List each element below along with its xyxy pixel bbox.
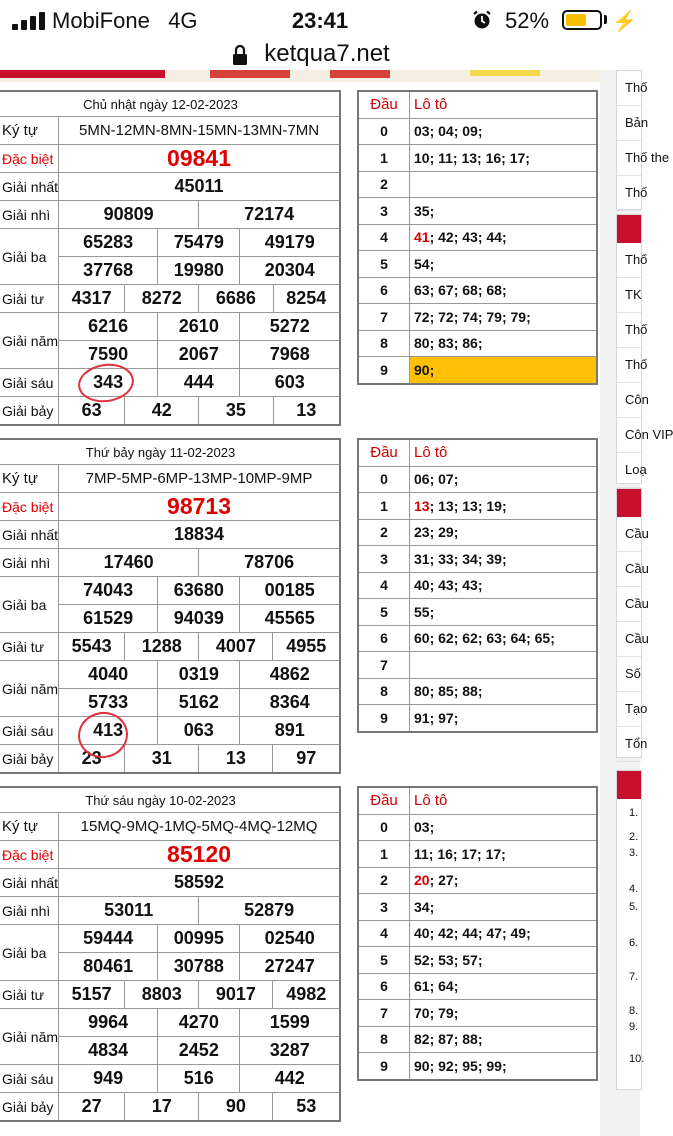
first-prize: 45011 — [59, 173, 340, 201]
hot-number: 13 — [414, 497, 430, 514]
special-prize: 09841 — [59, 145, 340, 173]
special-prize: 98713 — [59, 493, 340, 521]
result-table-2: Thứ bảy ngày 11-02-2023 Ký tự 7MP-5MP-6MP-13MP-10MP-9MP Đặc biệt 98713 Giải nhất 18834 Giải nhì 17460 78706 Giải ba 74043 63680 00185 61529 94039 45565 Giải tư 5543 1288 4007 4955 Giải năm 4040 0319 4862 5733 5162 8364 Giải sáu 413 063 891 Giải bảy 23 31 13 97 — [0, 438, 341, 774]
alarm-icon — [472, 10, 492, 30]
sidebar-link[interactable]: Số — [617, 657, 641, 692]
symbols-value: 7MP-5MP-6MP-13MP-10MP-9MP — [59, 465, 340, 493]
sidebar-link[interactable]: Cầu — [617, 517, 641, 552]
sidebar-link[interactable]: Thố — [617, 71, 641, 106]
sidebar-link[interactable]: Tổn — [617, 727, 641, 762]
sidebar-box-2 — [616, 214, 673, 484]
network-type: 4G — [168, 8, 198, 33]
sidebar-link[interactable]: Loạ — [617, 453, 641, 488]
banner-strip — [0, 70, 600, 82]
symbols-value: 15MQ-9MQ-1MQ-5MQ-4MQ-12MQ — [59, 813, 340, 841]
loto-table-3: Đầu Lô tô 0 03; 1 11; 16; 17; 17; 2 20; 27; 3 34; 4 40; 42; 44; 47; 49; 5 52; 53; 57; 6 61; 64; 7 70; 79; 8 82; 87; 88; 9 90; 92; 95; 99; — [357, 786, 598, 1081]
sidebar-link[interactable]: Bản — [617, 106, 641, 141]
sidebar-link[interactable]: Côn VIP — [617, 418, 641, 453]
sidebar-link[interactable]: Thố — [617, 313, 641, 348]
sidebar-link[interactable]: Thố the — [617, 141, 641, 176]
sidebar-link[interactable]: Tạo — [617, 692, 641, 727]
sidebar-link[interactable]: Côn — [617, 383, 641, 418]
plus-circle-icon — [617, 489, 641, 517]
battery-icon — [562, 10, 602, 30]
first-prize: 18834 — [59, 521, 340, 549]
chart-icon — [617, 215, 641, 243]
first-prize: 58592 — [59, 869, 340, 897]
clock: 23:41 — [291, 8, 349, 33]
sidebar-link[interactable]: TK — [617, 278, 641, 313]
draw-date: Thứ sáu ngày 10-02-2023 — [0, 787, 340, 813]
status-bar — [0, 0, 640, 42]
url-bar[interactable]: ketqua7.net — [264, 40, 390, 67]
loto-table-1: Đầu Lô tô 0 03; 04; 09; 1 10; 11; 13; 16; 17; 2 3 35; 4 41; 42; 43; 44; 5 54; 6 63; 67; 68; 68; 7 72; 72; 74; 79; 79; 8 80; 83; 86; 9 90; — [357, 90, 598, 385]
hot-number: 41 — [414, 229, 430, 246]
sidebar-box-1 — [616, 70, 670, 210]
hot-number: 20 — [414, 872, 430, 889]
draw-date: Chủ nhật ngày 12-02-2023 — [0, 91, 340, 117]
symbols-value: 5MN-12MN-8MN-15MN-13MN-7MN — [59, 117, 340, 145]
sidebar-link[interactable]: Cầu — [617, 587, 641, 622]
sidebar-link[interactable]: Cầu — [617, 622, 641, 657]
battery-percent: 52% — [505, 8, 550, 33]
sidebar-link[interactable]: Thố — [617, 348, 641, 383]
result-table-3: Thứ sáu ngày 10-02-2023 Ký tự 15MQ-9MQ-1MQ-5MQ-4MQ-12MQ Đặc biệt 85120 Giải nhất 58592 Giải nhì 53011 52879 Giải ba 59444 00995 02540 80461 30788 27247 Giải tư 5157 8803 9017 4982 Giải năm 9964 4270 1599 4834 2452 3287 Giải sáu 949 516 442 Giải bảy 27 17 90 53 — [0, 786, 341, 1122]
sidebar-link[interactable]: Thố — [617, 176, 641, 211]
sidebar-link[interactable]: Cầu — [617, 552, 641, 587]
loto-table-2: Đầu Lô tô 0 06; 07; 1 13; 13; 13; 19; 2 23; 29; 3 31; 33; 34; 39; 4 40; 43; 43; 5 55; 6 60; 62; 62; 63; 64; 65; 7 8 80; 85; 88; 9 91; 97; — [357, 438, 598, 733]
charging-icon: ⚡ — [612, 11, 637, 33]
sidebar-box-4: 1. 2. 3. 4. 5. 6. 7. 8. 9. 10. — [616, 770, 642, 1090]
draw-date: Thứ bảy ngày 11-02-2023 — [0, 439, 340, 465]
users-icon — [617, 771, 641, 799]
carrier-name: MobiFone 4G — [52, 8, 198, 33]
result-table-1: Chủ nhật ngày 12-02-2023 Ký tự 5MN-12MN-8MN-15MN-13MN-7MN Đặc biệt 09841 Giải nhất 45011 Giải nhì 90809 72174 Giải ba 65283 75479 49179 37768 19980 20304 Giải tư 4317 8272 6686 8254 Giải năm 6216 2610 5272 7590 2067 7968 Giải sáu 343 444 603 Giải bảy 63 42 35 13 — [0, 90, 341, 426]
sidebar-box-3 — [616, 488, 649, 758]
special-prize: 85120 — [59, 841, 340, 869]
sidebar-link[interactable]: Thố — [617, 243, 641, 278]
